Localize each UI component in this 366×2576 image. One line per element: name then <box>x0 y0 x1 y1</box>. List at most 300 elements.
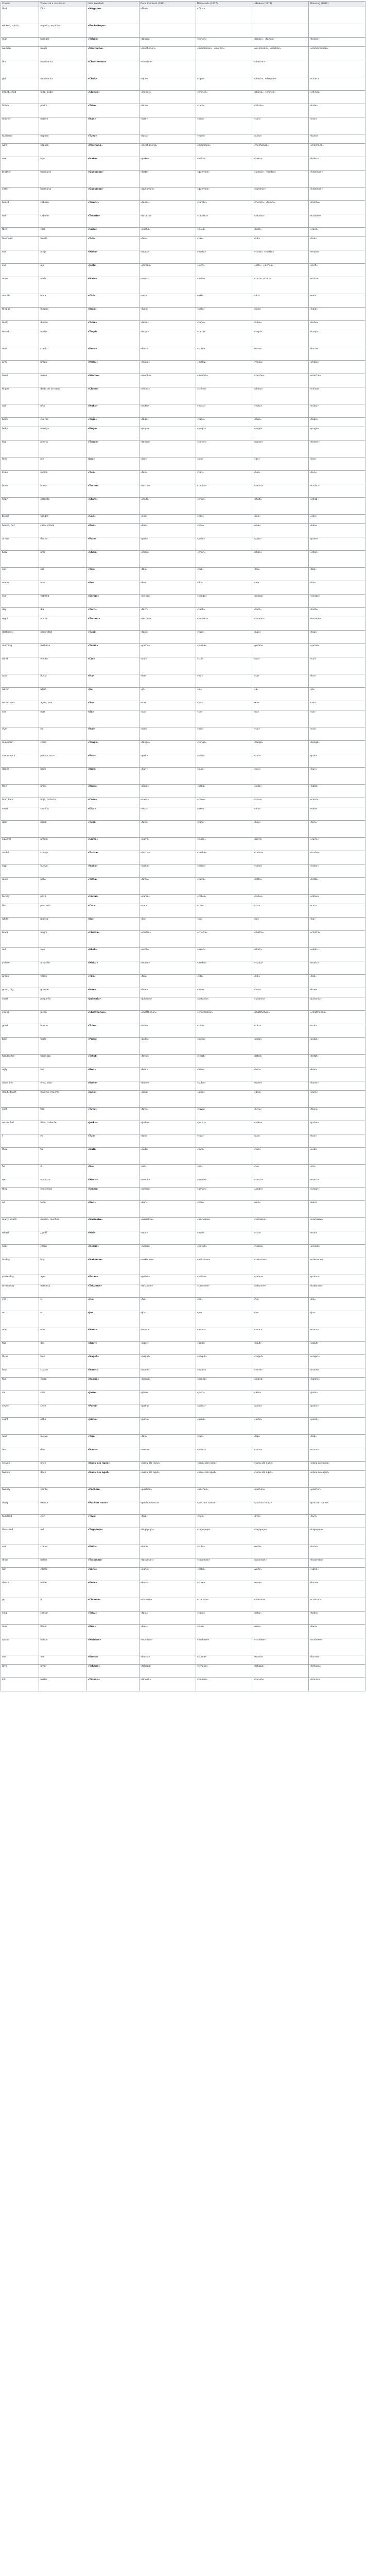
table-cell: «jasn» <box>196 1391 252 1404</box>
table-cell: eye <box>1 263 39 277</box>
table-cell: «tuo» <box>309 1134 365 1147</box>
table-cell: «Kuma» <box>86 1655 140 1664</box>
table-cell: diez <box>39 1448 86 1461</box>
table-cell: «tecoon» <box>309 617 365 630</box>
table-row <box>1 997 365 1010</box>
table-cell: «tocoman» <box>196 1558 252 1567</box>
table-cell: «cui» <box>196 657 252 674</box>
table-cell: «tatatto» <box>140 214 196 227</box>
table-cell: «jano» <box>309 1090 365 1107</box>
column-header[interactable]: LeFebvre (1971) <box>252 2 309 7</box>
table-cell: «chino» <box>196 387 252 404</box>
table-cell: «Chan» <box>86 550 140 567</box>
table-cell: «tatatu» <box>252 104 309 117</box>
table-cell: hoja, corteza <box>39 798 86 807</box>
table-cell: «naciokiw» <box>140 1217 196 1231</box>
table-cell: «tuco» <box>140 134 196 143</box>
table-cell: eight <box>1 1417 39 1434</box>
table-body <box>1 7 365 1691</box>
table-cell: vivo, vida <box>39 1081 86 1090</box>
table-cell: one <box>1 1328 39 1341</box>
table-row <box>1 1598 365 1611</box>
table-row <box>1 1134 365 1147</box>
table-cell: «Nato» <box>86 277 140 294</box>
table-cell: «Tatatto» <box>86 214 140 227</box>
table-cell: «naho» <box>309 864 365 877</box>
table-cell: «car» <box>140 904 196 917</box>
table-cell: «taku» <box>252 1611 309 1624</box>
table-cell: «bon» <box>196 1067 252 1081</box>
table-cell: sea <box>1 710 39 727</box>
table-cell: «jechpo» <box>140 263 196 277</box>
table-cell: hijo <box>39 157 86 170</box>
table-cell: «chino» <box>140 387 196 404</box>
table-cell: «kuro» <box>309 347 365 360</box>
table-cell: star <box>1 594 39 607</box>
table-cell: «Nan» <box>86 117 140 134</box>
table-cell: «nanu» <box>196 1448 252 1461</box>
table-cell: «kuri» <box>140 767 196 784</box>
table-row <box>1 630 365 643</box>
table-cell: «chuti» <box>309 497 365 514</box>
table-cell: «haku» <box>252 157 309 170</box>
table-cell: «Tongo» <box>86 740 140 754</box>
table-row <box>1 837 365 851</box>
table-cell: «Chak» <box>86 77 140 90</box>
table-cell: run <box>1 1567 39 1581</box>
table-cell: «jo» <box>196 1311 252 1328</box>
table-cell: «chan» <box>309 550 365 567</box>
table-cell: grande <box>39 988 86 997</box>
table-cell: «tila» <box>252 974 309 988</box>
table-row <box>1 643 365 657</box>
table-row <box>1 484 365 497</box>
table-cell: «jao» <box>140 457 196 470</box>
table-row <box>1 374 365 387</box>
table-cell: «nuku» <box>252 404 309 417</box>
table-cell: padre <box>39 104 86 117</box>
table-cell: warm, hot <box>1 1121 39 1134</box>
table-cell: «tetot» <box>140 1054 196 1067</box>
table-row <box>1 798 365 807</box>
table-cell: «tupi» <box>140 630 196 643</box>
table-cell: «tap» <box>140 1434 196 1448</box>
table-cell: «Tuyu» <box>86 1107 140 1121</box>
table-cell: «pahu» <box>309 1404 365 1417</box>
table-cell: «tagopujo» <box>140 1528 196 1545</box>
table-cell: arm <box>1 360 39 374</box>
table-cell: agua <box>39 687 86 701</box>
table-cell: «Tachu» <box>86 484 140 497</box>
table-cell: «kure» <box>309 1581 365 1598</box>
table-cell: dead, death <box>1 1090 39 1107</box>
table-cell: «takunne» <box>196 1284 252 1297</box>
table-cell: «Pah» <box>86 754 140 767</box>
table-cell: cantar <box>39 1611 86 1624</box>
table-cell: «Tiyo» <box>86 1514 140 1528</box>
table-cell: «mahiwe» <box>309 1638 365 1655</box>
table-row <box>1 1341 365 1354</box>
table-row <box>1 754 365 767</box>
table-cell: «tao» <box>140 567 196 581</box>
table-cell: «chafra» <box>252 930 309 947</box>
table-row <box>1 710 365 727</box>
table-row <box>1 1090 365 1107</box>
table-cell: doce <box>39 1470 86 1487</box>
table-cell: «ciaman» <box>140 1598 196 1611</box>
table-cell: «Pugo» <box>86 427 140 440</box>
table-cell: «oki» <box>309 294 365 307</box>
table-cell: wife <box>1 143 39 157</box>
table-cell: «Tuk» <box>86 236 140 250</box>
table-cell: «numt» <box>140 1368 196 1377</box>
table-cell: «tuni» <box>309 820 365 837</box>
table-cell: lluvia <box>39 674 86 687</box>
table-cell: «car» <box>196 904 252 917</box>
table-cell: «kure» <box>196 1581 252 1598</box>
table-cell: «caso» <box>140 798 196 807</box>
table-cell: many, much <box>1 1217 39 1231</box>
table-cell: «jurku» <box>140 1121 196 1134</box>
table-cell: «Tuhe» <box>86 320 140 330</box>
column-header[interactable]: Maldonado (1877) <box>196 2 252 7</box>
table-cell: hand <box>1 374 39 387</box>
table-cell: «kalo» <box>196 307 252 320</box>
table-cell: «Tchapa» <box>86 1664 140 1677</box>
table-cell: «Tuo» <box>86 1134 140 1147</box>
table-cell: fire <box>1 60 39 77</box>
table-cell: cinco <box>39 1377 86 1391</box>
table-cell: «nuti» <box>252 1147 309 1164</box>
table-row <box>1 294 365 307</box>
table-row <box>1 820 365 837</box>
table-cell: «tuyu» <box>252 1107 309 1121</box>
table-cell: mujer <box>39 46 86 60</box>
table-cell: pie <box>39 457 86 470</box>
table-cell: «meche» <box>196 374 252 387</box>
table-cell: «taku» <box>140 1611 196 1624</box>
table-cell: five <box>1 1377 39 1391</box>
table-cell: «pachon nanu» <box>196 1501 252 1514</box>
table-cell: «tun» <box>140 470 196 484</box>
table-cell: «tuk» <box>140 236 196 250</box>
table-cell: bueno <box>39 1024 86 1037</box>
table-cell: nueve <box>39 1434 86 1448</box>
table-row <box>1 1297 365 1311</box>
table-cell: «Oko» <box>86 807 140 820</box>
table-cell: sing <box>1 1611 39 1624</box>
table-cell: what? <box>1 1231 39 1244</box>
table-cell: neck <box>1 347 39 360</box>
table-cell: uno <box>39 1328 86 1341</box>
column-header[interactable]: Traducció a castellano <box>39 2 86 7</box>
table-cell: «tuyu» <box>309 1107 365 1121</box>
table-cell: «tusha» <box>252 851 309 864</box>
table-cell: «tuo» <box>252 1134 309 1147</box>
table-cell: «kon» <box>196 1200 252 1217</box>
table-cell: «kuri» <box>309 767 365 784</box>
table-cell: «jech» <box>196 263 252 277</box>
table-cell: «pah» <box>196 754 252 767</box>
table-row <box>1 250 365 263</box>
table-cell: «nuti» <box>140 1147 196 1164</box>
table-row <box>1 1677 365 1691</box>
table-cell: «jasn» <box>252 1391 309 1404</box>
table-cell: nosotros <box>39 1178 86 1187</box>
table-cell: eleven <box>1 1461 39 1470</box>
table-cell: «Queomon» <box>86 187 140 200</box>
table-row <box>1 440 365 457</box>
table-cell: no <box>39 1311 86 1328</box>
table-cell: «tusha» <box>309 851 365 864</box>
table-row <box>1 740 365 754</box>
table-row <box>1 277 365 294</box>
table-cell: ¿qué? <box>39 1231 86 1244</box>
table-cell: «meche» <box>140 374 196 387</box>
table-cell: «ekoh» <box>140 947 196 961</box>
table-cell: seis <box>39 1391 86 1404</box>
table-cell: «taku» <box>196 1611 252 1624</box>
table-cell: «agut» <box>196 1341 252 1354</box>
table-cell: ver <box>39 1655 86 1664</box>
table-cell: «tagopujo» <box>309 1528 365 1545</box>
table-cell: «tarpi» <box>140 330 196 347</box>
table-cell: «Mahiwe» <box>86 1638 140 1655</box>
table-cell: «tatatto» <box>309 214 365 227</box>
table-cell: «juino» <box>140 1417 196 1434</box>
table-cell: «Yuma» <box>86 643 140 657</box>
table-cell: «mechenon» <box>140 46 196 60</box>
table-cell: kill <box>1 1677 39 1691</box>
table-cell: «tach» <box>196 607 252 617</box>
table-cell: mar <box>39 710 86 727</box>
table-cell: «naho» <box>196 864 252 877</box>
table-cell: beard <box>1 330 39 347</box>
table-cell: tres <box>39 1354 86 1368</box>
table-cell: nine <box>1 1434 39 1448</box>
table-cell: sister <box>1 187 39 200</box>
table-cell: amarillo <box>39 961 86 974</box>
table-cell: «mahiwe» <box>140 1638 196 1655</box>
table-cell: «kuri» <box>196 767 252 784</box>
table-cell: «tuni» <box>140 820 196 837</box>
table-cell: diente <box>39 320 86 330</box>
table-cell: «meche» <box>252 374 309 387</box>
table-cell: «maku» <box>140 360 196 374</box>
table-cell: «ja» <box>309 687 365 701</box>
table-cell: «tuyu» <box>140 1107 196 1121</box>
table-cell: «pah» <box>252 754 309 767</box>
table-cell: conejo <box>39 851 86 864</box>
table-cell: «ha» <box>252 674 309 687</box>
table-cell: «tachu» <box>140 484 196 497</box>
table-cell: «Kuu» <box>86 1624 140 1638</box>
table-cell: «cucho» <box>140 227 196 236</box>
table-cell: day <box>1 607 39 617</box>
table-cell: «nunc» <box>196 1328 252 1341</box>
table-cell: three <box>1 1354 39 1368</box>
table-cell: «kuma» <box>309 1655 365 1664</box>
column-header[interactable]: Lista Swadesh <box>86 2 140 7</box>
table-cell: «Curre» <box>86 837 140 851</box>
table-cell: «kuhi» <box>309 1545 365 1558</box>
table-cell: «agut» <box>309 1341 365 1354</box>
table-cell: «Numt» <box>86 1368 140 1377</box>
table-cell: «kuhe» <box>140 1081 196 1090</box>
table-cell: hoy <box>39 1258 86 1275</box>
table-cell: thirty <box>1 1501 39 1514</box>
table-cell: «tupi» <box>196 630 252 643</box>
table-cell: «chatton» <box>140 60 196 77</box>
table-cell: «takunne» <box>140 1284 196 1297</box>
table-cell: «tetot» <box>309 1054 365 1067</box>
table-cell: «pah» <box>309 754 365 767</box>
table-cell: pavo <box>39 894 86 904</box>
table-cell: rain <box>1 674 39 687</box>
table-cell: «tchapa» <box>309 1664 365 1677</box>
table-cell: «oko» <box>140 807 196 820</box>
column-header[interactable]: Pickering (2010) <box>309 2 365 7</box>
table-cell: yo <box>39 1134 86 1147</box>
table-cell: río <box>39 727 86 740</box>
table-cell: «Mech» <box>86 1178 140 1187</box>
table-cell: «palo» <box>252 537 309 550</box>
table-row <box>1 37 365 46</box>
table-cell: «kure» <box>140 1581 196 1598</box>
table-cell: seven <box>1 1404 39 1417</box>
table-cell: «heta» <box>140 170 196 187</box>
table-row <box>1 877 365 894</box>
table-cell <box>309 24 365 37</box>
table-cell <box>252 24 309 37</box>
table-cell: semilla <box>39 807 86 820</box>
table-cell: «ne» <box>196 1164 252 1178</box>
column-header[interactable]: Classic <box>1 2 39 7</box>
column-header[interactable]: De la Comissió (1971) <box>140 2 196 7</box>
table-cell: espíritu, espíritu <box>39 24 86 37</box>
table-cell: «Chatthehon» <box>86 1010 140 1024</box>
table-cell: «tecoon» <box>252 617 309 630</box>
table-cell: «agut» <box>252 1341 309 1354</box>
table-cell: «tongo» <box>252 740 309 754</box>
table-row <box>1 1328 365 1341</box>
table-cell: «Ekoh» <box>86 947 140 961</box>
table-row <box>1 784 365 798</box>
table-cell: nail <box>1 404 39 417</box>
table-cell: «pugo» <box>196 427 252 440</box>
table-cell: «puko» <box>196 1037 252 1054</box>
table-cell: «ko» <box>252 917 309 930</box>
table-cell: pato <box>39 877 86 894</box>
table-cell: «kuhe» <box>309 1081 365 1090</box>
table-cell: «nanu alo nunc» <box>252 1461 309 1470</box>
table-cell: hablar <box>39 1638 86 1655</box>
table-cell: «uman» <box>140 1187 196 1200</box>
table-cell: «Mai» <box>86 1231 140 1244</box>
table-cell: «tupi» <box>252 630 309 643</box>
table-cell: «mato» <box>196 250 252 263</box>
table-cell: «Tocoman» <box>86 1558 140 1567</box>
table-cell: «vahe» <box>309 1567 365 1581</box>
table-cell: «tun» <box>196 470 252 484</box>
table-cell: «yuma» <box>309 643 365 657</box>
table-row <box>1 134 365 143</box>
table-cell: «tiyo» <box>196 1514 252 1528</box>
table-cell: «kaa» <box>309 523 365 537</box>
table-cell: «Tupi» <box>86 630 140 643</box>
table-cell: «nakunne» <box>309 1258 365 1275</box>
table-cell: «nakunne» <box>196 1258 252 1275</box>
table-cell: «Meche» <box>86 374 140 387</box>
table-cell: «Chuti» <box>86 497 140 514</box>
table-cell: «ekoh» <box>309 947 365 961</box>
table-cell: «tonon», «tánon» <box>252 37 309 46</box>
table-cell: «ko» <box>140 917 196 930</box>
table-cell: «chuti» <box>140 497 196 514</box>
table-cell: «Nai» <box>86 727 140 740</box>
table-cell: «xa» <box>140 701 196 710</box>
table-cell: «tinnah» <box>196 1677 252 1691</box>
table-cell: «maku» <box>309 360 365 374</box>
table-cell: «maku» <box>252 360 309 374</box>
table-cell: «Tahon» <box>86 37 140 46</box>
table-cell: alive, life <box>1 1081 39 1090</box>
table-cell: «kalo» <box>140 307 196 320</box>
table-row <box>1 523 365 537</box>
table-cell: «Nuku» <box>86 404 140 417</box>
table-cell: «tuo» <box>140 1134 196 1147</box>
table-cell: «kon» <box>252 1200 309 1217</box>
table-cell: «mai» <box>309 1231 365 1244</box>
table-cell: hermana <box>39 187 86 200</box>
table-cell: «nunc» <box>309 1328 365 1341</box>
table-cell: «nunc» <box>140 1328 196 1341</box>
table-row <box>1 360 365 374</box>
table-cell: «hue» <box>196 988 252 997</box>
table-cell: darkness <box>1 630 39 643</box>
table-cell: «oki» <box>252 294 309 307</box>
table-row <box>1 514 365 523</box>
table-row <box>1 1391 365 1404</box>
table-cell: moon <box>1 581 39 594</box>
table-cell: black <box>1 930 39 947</box>
table-cell: «Hue» <box>86 988 140 997</box>
table-cell: «kako» <box>196 784 252 798</box>
table-row <box>1 1284 365 1297</box>
table-cell: fish <box>1 904 39 917</box>
table-cell: «Puko» <box>86 1037 140 1054</box>
table-row <box>1 170 365 187</box>
table-cell: «tuyu» <box>196 1107 252 1121</box>
table-cell: «chafra» <box>196 930 252 947</box>
table-cell: «ne» <box>140 1164 196 1178</box>
table-row <box>1 236 365 250</box>
table-cell: «Tarpi» <box>86 330 140 347</box>
table-cell: «Kuhi» <box>86 1545 140 1558</box>
table-cell: «kuhi» <box>252 1545 309 1558</box>
table-cell: «jech», «jechek» <box>252 263 309 277</box>
table-row <box>1 1147 365 1164</box>
table-row <box>1 988 365 997</box>
table-cell: muchacha <box>39 77 86 90</box>
table-cell: «nai» <box>309 727 365 740</box>
table-cell: «kuhe» <box>252 1081 309 1090</box>
table-cell: «tiyo» <box>140 1514 196 1528</box>
table-cell: «jo» <box>140 1311 196 1328</box>
table-cell: negro <box>39 930 86 947</box>
table-cell: «uman» <box>252 1187 309 1200</box>
table-cell: «Ha» <box>86 674 140 687</box>
